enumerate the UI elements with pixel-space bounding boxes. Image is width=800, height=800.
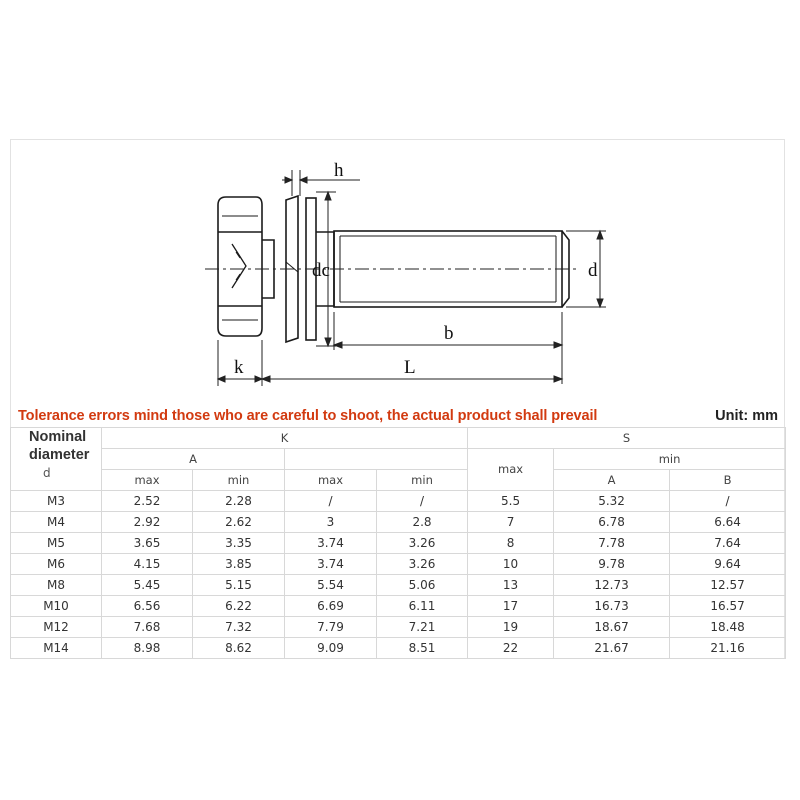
k-b-max-header: max bbox=[285, 470, 377, 491]
table-cell: 21.67 bbox=[554, 638, 670, 659]
table-cell: 8.62 bbox=[193, 638, 285, 659]
table-cell: 6.11 bbox=[377, 596, 468, 617]
nominal-size-cell: M3 bbox=[11, 491, 102, 512]
table-cell: 2.8 bbox=[377, 512, 468, 533]
s-min-header: min bbox=[554, 449, 786, 470]
table-cell: 8 bbox=[468, 533, 554, 554]
table-cell: 2.28 bbox=[193, 491, 285, 512]
table-cell: / bbox=[670, 491, 786, 512]
nominal-diameter-label: Nominal diameter bbox=[29, 429, 90, 463]
table-cell: 6.69 bbox=[285, 596, 377, 617]
nominal-size-cell: M10 bbox=[11, 596, 102, 617]
table-cell: 7 bbox=[468, 512, 554, 533]
table-cell: 3.26 bbox=[377, 533, 468, 554]
table-cell: 5.32 bbox=[554, 491, 670, 512]
tolerance-notice: Tolerance errors mind those who are careful to shoot, the actual product shall prevail bbox=[18, 408, 598, 424]
spec-table bbox=[10, 427, 786, 659]
k-a-min-header: min bbox=[193, 470, 285, 491]
dim-label-h: h bbox=[334, 160, 344, 181]
table-row bbox=[11, 638, 786, 659]
k-a-max-header: max bbox=[102, 470, 193, 491]
nominal-diameter-header bbox=[11, 428, 102, 491]
table-cell: 3.26 bbox=[377, 554, 468, 575]
table-cell: 9.09 bbox=[285, 638, 377, 659]
s-min-a-header: A bbox=[554, 470, 670, 491]
table-cell: 21.16 bbox=[670, 638, 786, 659]
table-cell: 2.52 bbox=[102, 491, 193, 512]
table-cell: 7.21 bbox=[377, 617, 468, 638]
table-cell: 4.15 bbox=[102, 554, 193, 575]
table-cell: 18.67 bbox=[554, 617, 670, 638]
table-cell: 19 bbox=[468, 617, 554, 638]
table-cell: 10 bbox=[468, 554, 554, 575]
table-cell: 5.06 bbox=[377, 575, 468, 596]
table-cell: 5.45 bbox=[102, 575, 193, 596]
nominal-size-cell: M4 bbox=[11, 512, 102, 533]
dim-label-L: L bbox=[404, 357, 416, 378]
table-cell: 8.51 bbox=[377, 638, 468, 659]
table-cell: 2.92 bbox=[102, 512, 193, 533]
table-cell: 13 bbox=[468, 575, 554, 596]
table-cell: 3 bbox=[285, 512, 377, 533]
screw-head bbox=[218, 197, 262, 336]
nominal-size-cell: M8 bbox=[11, 575, 102, 596]
table-row bbox=[11, 596, 786, 617]
table-cell: 3.74 bbox=[285, 554, 377, 575]
nominal-size-cell: M12 bbox=[11, 617, 102, 638]
table-cell: 6.22 bbox=[193, 596, 285, 617]
table-cell: 5.5 bbox=[468, 491, 554, 512]
table-cell: 9.64 bbox=[670, 554, 786, 575]
table-cell: 7.64 bbox=[670, 533, 786, 554]
table-cell: 7.78 bbox=[554, 533, 670, 554]
nominal-size-cell: M14 bbox=[11, 638, 102, 659]
table-row bbox=[11, 512, 786, 533]
table-row bbox=[11, 554, 786, 575]
table-cell: 5.54 bbox=[285, 575, 377, 596]
table-cell: / bbox=[377, 491, 468, 512]
table-cell: 6.56 bbox=[102, 596, 193, 617]
table-row bbox=[11, 491, 786, 512]
table-cell: 7.79 bbox=[285, 617, 377, 638]
table-cell: 7.32 bbox=[193, 617, 285, 638]
s-header: S bbox=[468, 428, 786, 449]
k-header: K bbox=[102, 428, 468, 449]
table-cell: 3.65 bbox=[102, 533, 193, 554]
unit-label: Unit: mm bbox=[715, 408, 778, 424]
nominal-size-cell: M5 bbox=[11, 533, 102, 554]
table-row bbox=[11, 617, 786, 638]
table-cell: 12.57 bbox=[670, 575, 786, 596]
table-cell: 18.48 bbox=[670, 617, 786, 638]
s-min-b-header: B bbox=[670, 470, 786, 491]
table-cell: 6.78 bbox=[554, 512, 670, 533]
k-a-header: A bbox=[102, 449, 285, 470]
table-row bbox=[11, 575, 786, 596]
table-cell: 2.62 bbox=[193, 512, 285, 533]
k-blank-header bbox=[285, 449, 468, 470]
table-cell: 16.57 bbox=[670, 596, 786, 617]
dim-label-b: b bbox=[444, 323, 454, 344]
table-cell: 7.68 bbox=[102, 617, 193, 638]
table-cell: 16.73 bbox=[554, 596, 670, 617]
table-cell: 6.64 bbox=[670, 512, 786, 533]
nominal-size-cell: M6 bbox=[11, 554, 102, 575]
table-cell: 5.15 bbox=[193, 575, 285, 596]
table-cell: 22 bbox=[468, 638, 554, 659]
table-cell: 3.74 bbox=[285, 533, 377, 554]
s-max-header: max bbox=[468, 449, 554, 491]
dim-label-k: k bbox=[234, 357, 244, 378]
table-cell: 9.78 bbox=[554, 554, 670, 575]
table-cell: 12.73 bbox=[554, 575, 670, 596]
table-cell: 3.85 bbox=[193, 554, 285, 575]
table-cell: 8.98 bbox=[102, 638, 193, 659]
k-b-min-header: min bbox=[377, 470, 468, 491]
table-row bbox=[11, 533, 786, 554]
dim-label-d: d bbox=[588, 260, 598, 281]
table-cell: 3.35 bbox=[193, 533, 285, 554]
table-cell: / bbox=[285, 491, 377, 512]
dim-label-dc: dc bbox=[312, 260, 330, 281]
table-cell: 17 bbox=[468, 596, 554, 617]
nominal-diameter-symbol: d bbox=[43, 466, 51, 480]
